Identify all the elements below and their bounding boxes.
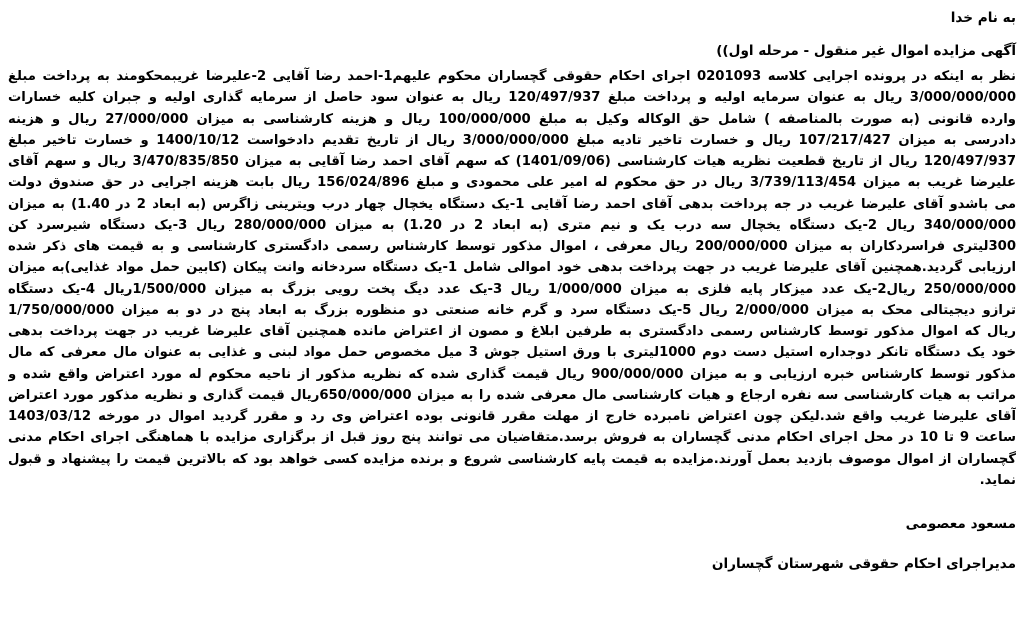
body-line: ساعت 9 تا 10 در محل اجرای احکام مدنی گچساران به فروش برسد.متقاضیان می توانند پنج روز قبل از برگزاری مزایده با هماهنگی اجرای احکام مدنی [8,430,1016,446]
body-line: نظر به اینکه در پرونده اجرایی کلاسه 0201093 اجرای احکام حقوقی گچساران محکوم علیهم1-احمد رضا آقایی 2-علیرضا غریبمحکومند به پرداخت مبلغ [8,69,1016,84]
office-title: مدیراجرای احکام حقوقی شهرستان گچساران [711,556,1016,572]
signer-name: مسعود معصومی [905,516,1016,532]
notice-body [8,66,1016,491]
body-line: نماید. [979,472,1016,488]
body-line: 340/000/000 ریال 2-یک دستگاه یخچال سه درب یک و نیم متری (به ابعاد 2 در 1.20) به میزان 280/000/000 ریال 3-یک دستگاه شیرسرد کن [8,217,1016,233]
notice-title: آگهی مزایده اموال غیر منقول - مرحله اول)) [716,43,1016,59]
body-line: گچساران از اموال موصوف بازدید بعمل آورند.مزایده به قیمت پایه کارشناسی شروع و برنده مزایده کسی خواهد بود که بالاترین قیمت را پیشنهاد و قبول [8,451,1016,467]
body-line: علیرضا غریب به میزان 3/739/113/454 ریال در حق محکوم له امیر علی محمودی و مبلغ 156/024/896 ریال بابت هزینه اجرایی در حق صندوق دولت [8,175,1016,191]
body-line: دادرسی به میزان 107/217/427 ریال و خسارت تاخیر تادیه مبلغ 3/000/000/000 ریال از تاریخ تقدیم دادخواست 1400/10/12 و خسارت تاخیر مبلغ [8,132,1016,148]
body-line: مذکور توسط کارشناس خبره ارزیابی و به میزان 900/000/000 ریال قیمت گذاری شده که نظریه مذکور از ناحیه محکوم له مورد اعتراض واقع شده و [8,366,1016,382]
spacer [8,29,1016,40]
body-line: وارده قانونی (به صورت بالمناصفه ) شامل حق الوکاله وکیل به مبلغ 100/000/000 ریال و هزینه کارشناسی به میزان 27/000/000 ریال و هزینه [8,111,1016,127]
body-line: مراتب به هیات کارشناسی سه نفره ارجاع و هیات کارشناسی مال معرفی شده را به میزان 650/000/000ریال قیمت گذاری و نظریه مذکور مورد اعتراض [8,387,1016,403]
body-line: 300لیتری فراسردکاران به میزان 200/000/000 ریال معرفی ، اموال مذکور توسط کارشناس رسمی دادگستری کارشناسی و به قیمت های ذکر شده [8,239,1016,254]
body-line: 3/000/000/000 ریال به عنوان سرمایه اولیه و پرداخت مبلغ 120/497/937 ریال به عنوان سود حاصل از سرمایه گذاری اولیه و جبران کلیه خسارات [8,90,1016,106]
body-line: 250/000/000 ریال2-یک عدد میزکار پایه فلزی به میزان 1/000/000 ریال 3-یک عدد دیگ پخت رویی بزرگ به میزان 1/500/000ریال 4-یک دستگاه [8,281,1016,297]
body-line: خود یک دستگاه تانکر دوجداره استیل دست دوم 1000لیتری با ورق استیل جوش 3 میل مخصوص حمل مواد لبنی و غذایی به عنوان مال معرفی که مال [8,345,1016,361]
body-line: آقای علیرضا غریب واقع شد.لیکن چون اعتراض نامبرده خارج از مهلت مقرر قانونی بوده اعتراض وی رد و مقرر گردید اموال در مورخه 1403/03/12 [8,409,1016,424]
spacer [8,535,1016,553]
body-line: ریال که اموال مذکور توسط کارشناس رسمی دادگستری به طرفین ابلاغ و مصون از اعتراض مانده همچنین آقای علیرضا غریب در جهت پرداخت بدهی [8,324,1016,339]
document-heading: به نام خدا [950,10,1016,26]
body-line: ارزیابی گردید.همچنین آقای علیرضا غریب در جهت پرداخت بدهی خود اموالی شامل 1-یک دستگاه سردخانه وانت پیکان (کابین حمل مواد غذایی)به میزان [8,260,1016,276]
body-line: ترازو دیجیتالی محک به میزان 2/000/000 ریال 5-یک دستگاه سرد و گرم خانه صنعتی دو منظوره بزرگ به ابعاد پنج در دو به میزان 1/750/000/000 [8,302,1016,318]
body-line: 120/497/937 ریال از تاریخ قطعیت نظریه هیات کارشناسی (1401/09/06) که سهم آقای احمد رضا آقایی به میزان 3/470/835/850 ریال و سهم آقای [8,154,1016,169]
body-line: می باشدو آقای علیرضا غریب در جه پرداخت بدهی آقای احمد رضا آقایی 1-یک دستگاه یخچال چهار درب ویترینی زاگرس (به ابعاد 2 در 1.40) به میزان [8,196,1016,212]
